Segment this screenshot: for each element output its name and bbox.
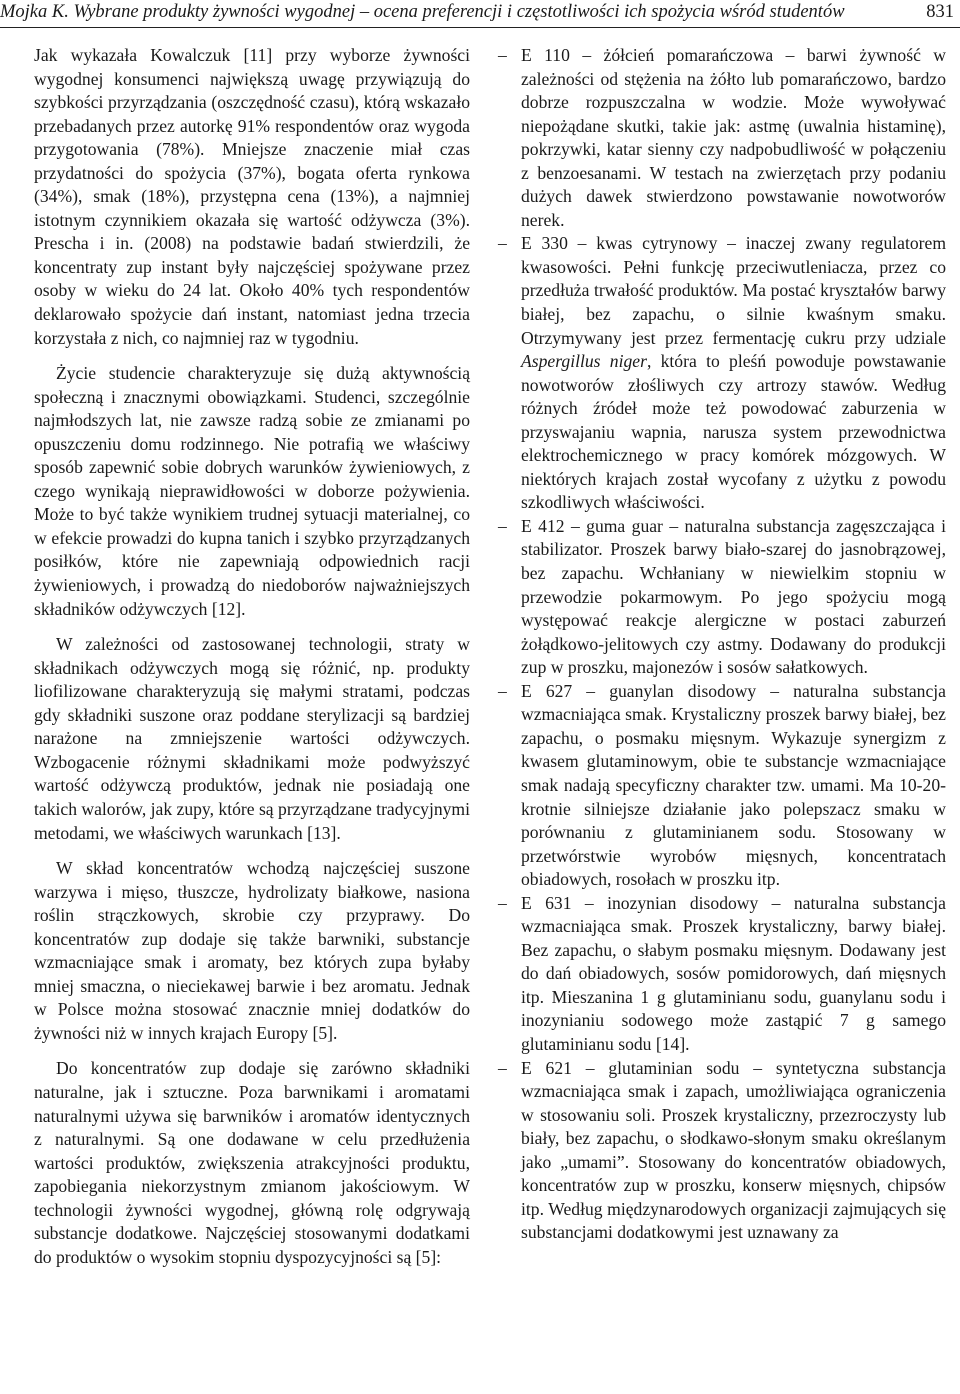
item-text: E 412 – guma guar – naturalna substancja zagęszczająca i stabilizator. Proszek barwy biało-szarej do jasnobrązowej, bez zapachu. Wchłaniany w niewielkim stopniu w przewodzie pokarmowym. Po jego spożyciu mogą występować reakcje alergiczne w postaci zaburzeń żołądkowo-jelitowych czy astmy. Dodawany do produkcji zup w proszku, majonezów i sosów sałatkowych.: [521, 515, 946, 678]
list-item: [498, 232, 946, 515]
list-item: [498, 892, 946, 1057]
item-text: E 631 – inozynian disodowy – naturalna substancja wzmacniająca smak. Proszek krystaliczny, barwy białej. Bez zapachu, o słabym posmaku mięsnym. Dodawany jest do dań obiadowych, sosów pomidorowych, dań mięsnych itp. Mieszanina 1 g glutaminianu sodu, guanylanu sodu i inozynianiu sodowego może zastąpić 7 g samego glutaminianu sodu [14].: [521, 892, 946, 1054]
list-item: [498, 1057, 946, 1245]
item-text: E 330 – kwas cytrynowy – inaczej zwany regulatorem kwasowości. Pełni funkcję przeciwutleniacza, przez co przedłuża trwałość produktów. Ma postać kryształów barwy białej, bez zapachu, o silnie kwaśnym smaku. Otrzymywany jest przez fermentację cukru przy udziale: [521, 233, 946, 348]
list-item: [498, 680, 946, 892]
paragraph: Życie studencie charakteryzuje się dużą aktywnością społeczną i znacznymi obowiązkami. Studenci, szczególnie najmłodszych lat, nie zawsze radzą sobie ze zmianami po opuszczeniu domu rodzinnego. Nie potrafią we właściwy sposób zapewnić sobie dobrych warunków żywieniowych, z czego wynikają nieprawidłowości w doborze pożywienia. Może to być także wynikiem trudnej sytuacji materialnej, co w efekcie prowadzi do kupna tanich i szybko przyrządzanych posiłków, które nie zapewniają odpowiednich racji żywieniowych, i prowadzą do niedoborów najważniejszych składników odżywczych [12].: [34, 363, 470, 619]
page-number: 831: [926, 2, 954, 22]
list-item: [498, 44, 946, 232]
list-item: [498, 515, 946, 680]
running-header: [0, 0, 960, 30]
right-column: [498, 44, 946, 1245]
left-column: [34, 44, 470, 1281]
paragraph: Do koncentratów zup dodaje się zarówno składniki naturalne, jak i sztuczne. Poza barwnikami i aromatami naturalnymi używa się barwników i aromatów identycznych z naturalnymi. Są one dodawane w celu przedłużenia wartości produktów, zwiększenia atrakcyjności produktu, zapobiegania niekorzystnym zmianom jakościowym. W technologii żywności wygodnej, główną rolę odgrywają substancje dodatkowe. Najczęściej stosowanymi dodatkami do produktów o wysokim stopniu dyspozycyjności są [5]:: [34, 1058, 470, 1267]
paragraph: W skład koncentratów wchodzą najczęściej suszone warzywa i mięso, tłuszcze, hydrolizaty białkowe, nasiona roślin strączkowych, skrobie czy przyprawy. Do koncentratów zup dodaje się także barwniki, substancje wzmacniające smak i aromaty, bez których zupa byłaby mniej smaczna, o nieciekawej barwie i bez aromatu. Jednak w Polsce można stosować znacznie mniej dodatków do żywności niż w innych krajach Europy [5].: [34, 858, 470, 1043]
header-rule: [0, 27, 960, 28]
item-text: E 627 – guanylan disodowy – naturalna substancja wzmacniająca smak. Krystaliczny proszek barwy białej, bez zapachu, o posmaku mięsnym. Wykazuje synergizm z kwasem glutaminowym, obie te substancje wzmacniające smak nadają specyficzny charakter tzw. umami. Ma 10-20-krotnie silniejsze działanie jako polepszacz smaku w porównaniu z glutaminianem sodu. Stosowany w przetwórstwie wyrobów mięsnych, koncentratach obiadowych, rosołach w proszku itp.: [521, 680, 946, 890]
paragraph: Jak wykazała Kowalczuk [11] przy wyborze żywności wygodnej konsumenci największą uwagę przywiązują do szybkości przyrządzania (oszczędność czasu), którą wskazało przebadanych przez autorkę 91% respondentów oraz wygoda przygotowania (78%). Mniejsze znaczenie miał czas przydatności do spożycia (37%), bogata oferta rynkowa (34%), smak (18%), przystępna cena (13%), a najmniej istotnym czynnikiem okazała się wartość odżywcza (3%). Prescha i in. (2008) na podstawie badań stwierdzili, że koncentraty zup instant były najczęściej spożywane przez osoby w wieku do 24 lat. Około 40% tych respondentów deklarowało spożycie dań instant, natomiast jedna trzecia korzystała z nich, co najmniej raz w tygodniu.: [34, 45, 470, 348]
item-text: E 621 – glutaminian sodu – syntetyczna substancja wzmacniająca smak i zapach, umożliwiająca ograniczenia w stosowaniu soli. Proszek krystaliczny, przezroczysty lub biały, bez zapachu, o słodkawo-słonym smaku określanym jako „umami”. Stosowany do koncentratów obiadowych, koncentratów zup w proszku, konserw mięsnych, chipsów itp. Według międzynarodowych organizacji zajmujących się substancjami dodatkowymi jest uznawany za: [521, 1057, 946, 1243]
item-text: E 110 – żółcień pomarańczowa – barwi żywność w zależności od stężenia na żółto lub pomarańczowo, bardzo dobrze rozpuszczalna w wodzie. Może wywoływać niepożądane skutki, takie jak: astmę (uwalnia histaminę), pokrzywki, katar sienny czy nadpobudliwość w połączeniu z benzoesanami. W testach na zwierzętach przy podaniu dużych dawek stwierdzono powstawanie nowotworów nerek.: [521, 45, 946, 230]
item-text-continued: , która to pleśń powoduje powstawanie nowotworów złośliwych czy artrozy stawów. Według różnych źródeł może też powodować zaburzenia w przyswajaniu wapnia, narusza system przewodnictwa elektrochemicznego w pracy komórek mózgowych. W niektórych krajach został wycofany z użytku z powodu szkodliwych właściwości.: [521, 351, 946, 513]
species-name: Aspergillus niger: [521, 351, 647, 372]
additives-list: [498, 44, 946, 1245]
running-title: Mojka K. Wybrane produkty żywności wygodnej – ocena preferencji i częstotliwości ich spożycia wśród studentów: [0, 2, 845, 22]
paragraph: W zależności od zastosowanej technologii, straty w składnikach odżywczych mogą się różnić, np. produkty liofilizowane charakteryzują się małymi stratami, podczas gdy składniki suszone oraz poddane sterylizacji są bardziej narażone na zmniejszenie wartości odżywczych. Wzbogacenie różnymi składnikami może podwyższyć wartość odżywczą produktów, jednak nie posiadają one takich walorów, jak zupy, które są przyrządzane tradycyjnymi metodami, we właściwych warunkach [13].: [34, 634, 470, 843]
